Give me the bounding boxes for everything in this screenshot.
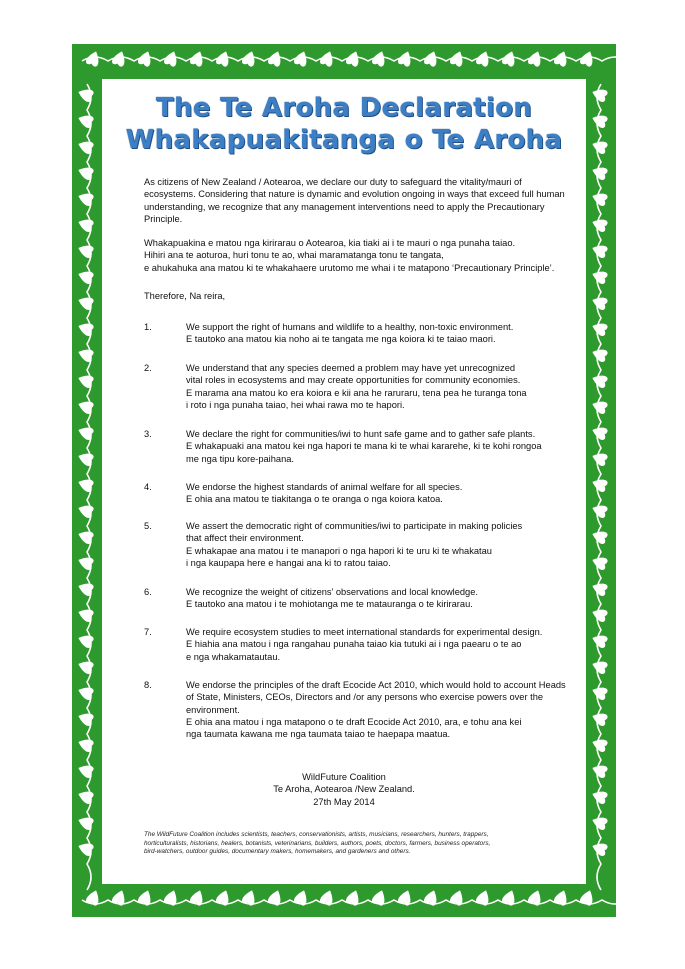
leaf-icon [293,49,310,67]
leaf-icon [475,49,492,67]
item-line: We endorse the principles of the draft Ecocide Act 2010, which would hold to account Heads [186,680,566,690]
signature-org: WildFuture Coalition [302,772,386,782]
intro-maori-line: Whakapuakina e matou nga kirirarau o Aotearoa, kia tiaki ai i te mauri o nga punaha taiao. [144,238,516,249]
leaf-icon [76,216,94,233]
item-line: e nga whakamatautau. [186,651,281,662]
declaration-page [102,79,586,884]
intro-english [144,176,576,225]
footnote-line: bird-watchers, outdoor guides, documentary makers, homemakers, and gardeners and others. [144,848,411,856]
item-line: environment. [186,704,240,715]
leaf-icon [76,580,94,597]
leaf-icon [76,294,94,311]
leaf-icon [76,86,94,103]
item-line: E hiahia ana matou i nga rangahau punaha taiao kia tutuki ai i nga paearu o te ao [186,639,522,650]
item-line: We recognize the weight of citizens’ observations and local knowledge. [186,587,478,597]
leaf-icon [423,49,440,67]
item-line: We endorse the highest standards of animal welfare for all species. [186,482,463,492]
leaf-icon [527,49,544,67]
leaf-icon [397,49,414,67]
leaf-icon [76,502,94,519]
footnote-line: The WildFuture Coalition includes scientists, teachers, conservationists, artists, musicians, researchers, hunters, trappers, [144,831,489,838]
leaf-icon [76,606,94,623]
leaf-icon [76,372,94,389]
item-line: E whakapae ana matou i te manapori o nga hapori ki te uru ki te whakatau [186,545,492,556]
title-english: The Te Aroha Declaration [155,93,533,123]
item-line: E ohia ana matou te tiakitanga o te oranga o nga koiora katoa. [186,494,443,505]
intro-section [144,176,576,286]
leaf-icon [76,164,94,181]
intro-maori-line: e ahukahuka ana matou ki te whakahaere urutomo me whai i te matapono ‘Precautionary Principle’. [144,262,555,273]
item-line: We declare the right for communities/iwi to hunt safe game and to gather safe plants. [186,429,536,439]
leaf-icon [76,684,94,701]
leaf-icon [76,528,94,545]
item-line: E tautoko ana matou kia noho ai te tangata me nga koiora ki te taiao maori. [186,334,496,345]
leaf-icon [76,112,94,129]
signature-block [102,771,586,808]
item-line: nga taumata kawana me nga taumata taiao te haepapa maatua. [186,729,451,740]
leaf-icon [76,658,94,675]
item-line: We assert the democratic right of communities/iwi to participate in making policies [186,521,523,531]
item-line: E ohia ana matou i nga matapono o te draft Ecocide Act 2010, ara, e tohu ana kei [186,716,522,727]
leaf-icon [76,242,94,259]
item-number: 2. [144,363,152,373]
item-line: E marama ana matou ko era koiora e kii ana he raruraru, tena pea he turanga tona [186,387,527,398]
leaf-icon [76,346,94,363]
leaf-icon [76,398,94,415]
item-number: 8. [144,680,152,690]
item-line: E whakapuaki ana matou kei nga hapori te mana ki te whai kararehe, ki te kohi rongoa [186,441,542,452]
leaf-icon [76,268,94,285]
leaf-icon [85,49,102,67]
intro-line: Principle. [144,213,183,224]
item-line: i nga kaupapa here e hangai ana ki to ratou taiao. [186,557,391,568]
leaf-icon [579,49,596,67]
leaf-icon [76,138,94,155]
leaf-icon [163,49,180,67]
item-number: 5. [144,521,152,531]
leaf-icon [76,710,94,727]
leaf-icon [76,736,94,753]
leaf-icon [76,424,94,441]
item-line: me nga tipu kore-paihana. [186,453,295,464]
signature-place: Te Aroha, Aotearoa /New Zealand. [273,784,415,795]
leaf-icon [76,632,94,649]
item-line: We understand that any species deemed a problem may have yet unrecognized [186,363,516,373]
leaf-icon [76,554,94,571]
item-line: E tautoko ana matou i te mohiotanga me te matauranga o te kirirarau. [186,599,473,610]
leaf-icon [267,49,284,67]
intro-maori [144,237,576,274]
leaf-icon [319,49,336,67]
leaf-icon [76,190,94,207]
title-maori: Whakapuakitanga o Te Aroha [125,125,563,155]
leaf-icon [76,450,94,467]
item-number: 3. [144,429,152,439]
signature-date: 27th May 2014 [313,796,375,807]
leaf-icon [76,840,94,857]
intro-line: understanding, we recognize that any management interventions need to apply the Precautionary [144,201,545,212]
footnote [144,831,554,857]
item-line: of State, Ministers, CEOs, Directors and /or any persons who exercise powers over the [186,692,544,703]
intro-line: As citizens of New Zealand / Aotearoa, we declare our duty to safeguard the vitality/mauri of [144,177,522,187]
leaf-icon [449,49,466,67]
intro-maori-line: Hihiri ana te aoturoa, huri tonu te ao, whai maramatanga tonu te tangata, [144,250,444,261]
item-line: i roto i nga punaha taiao, hei whai rawa mo te hapori. [186,399,405,410]
leaf-icon [76,814,94,831]
leaf-icon [553,49,570,67]
leaf-icon [345,49,362,67]
item-line: vital roles in ecosystems and may create opportunities for community economies. [186,375,521,386]
item-line: We require ecosystem studies to meet international standards for experimental design. [186,627,543,637]
item-number: 4. [144,482,152,492]
leaf-icon [111,49,128,67]
item-line: We support the right of humans and wildlife to a healthy, non-toxic environment. [186,322,514,332]
leaf-icon [371,49,388,67]
leaf-icon [76,762,94,779]
leaf-icon [215,49,232,67]
footnote-line: horticulturalists, historians, healers, botanists, veterinarians, builders, authors, poets, doctors, farmers, business operators, [144,839,491,847]
leaf-icon [137,49,154,67]
leaf-icon [501,49,518,67]
leaf-icon [76,788,94,805]
leaf-icon [189,49,206,67]
leaf-icon [76,476,94,493]
intro-line: ecosystems. Considering that nature is dynamic and evolution ongoing in ways that exceed full human [144,189,565,200]
therefore-line: Therefore, Na reira, [144,291,226,301]
item-number: 6. [144,587,152,597]
leaf-icon [241,49,258,67]
leaf-icon [76,320,94,337]
item-line: that affect their environment. [186,533,304,544]
item-number: 1. [144,322,152,332]
item-number: 7. [144,627,152,637]
